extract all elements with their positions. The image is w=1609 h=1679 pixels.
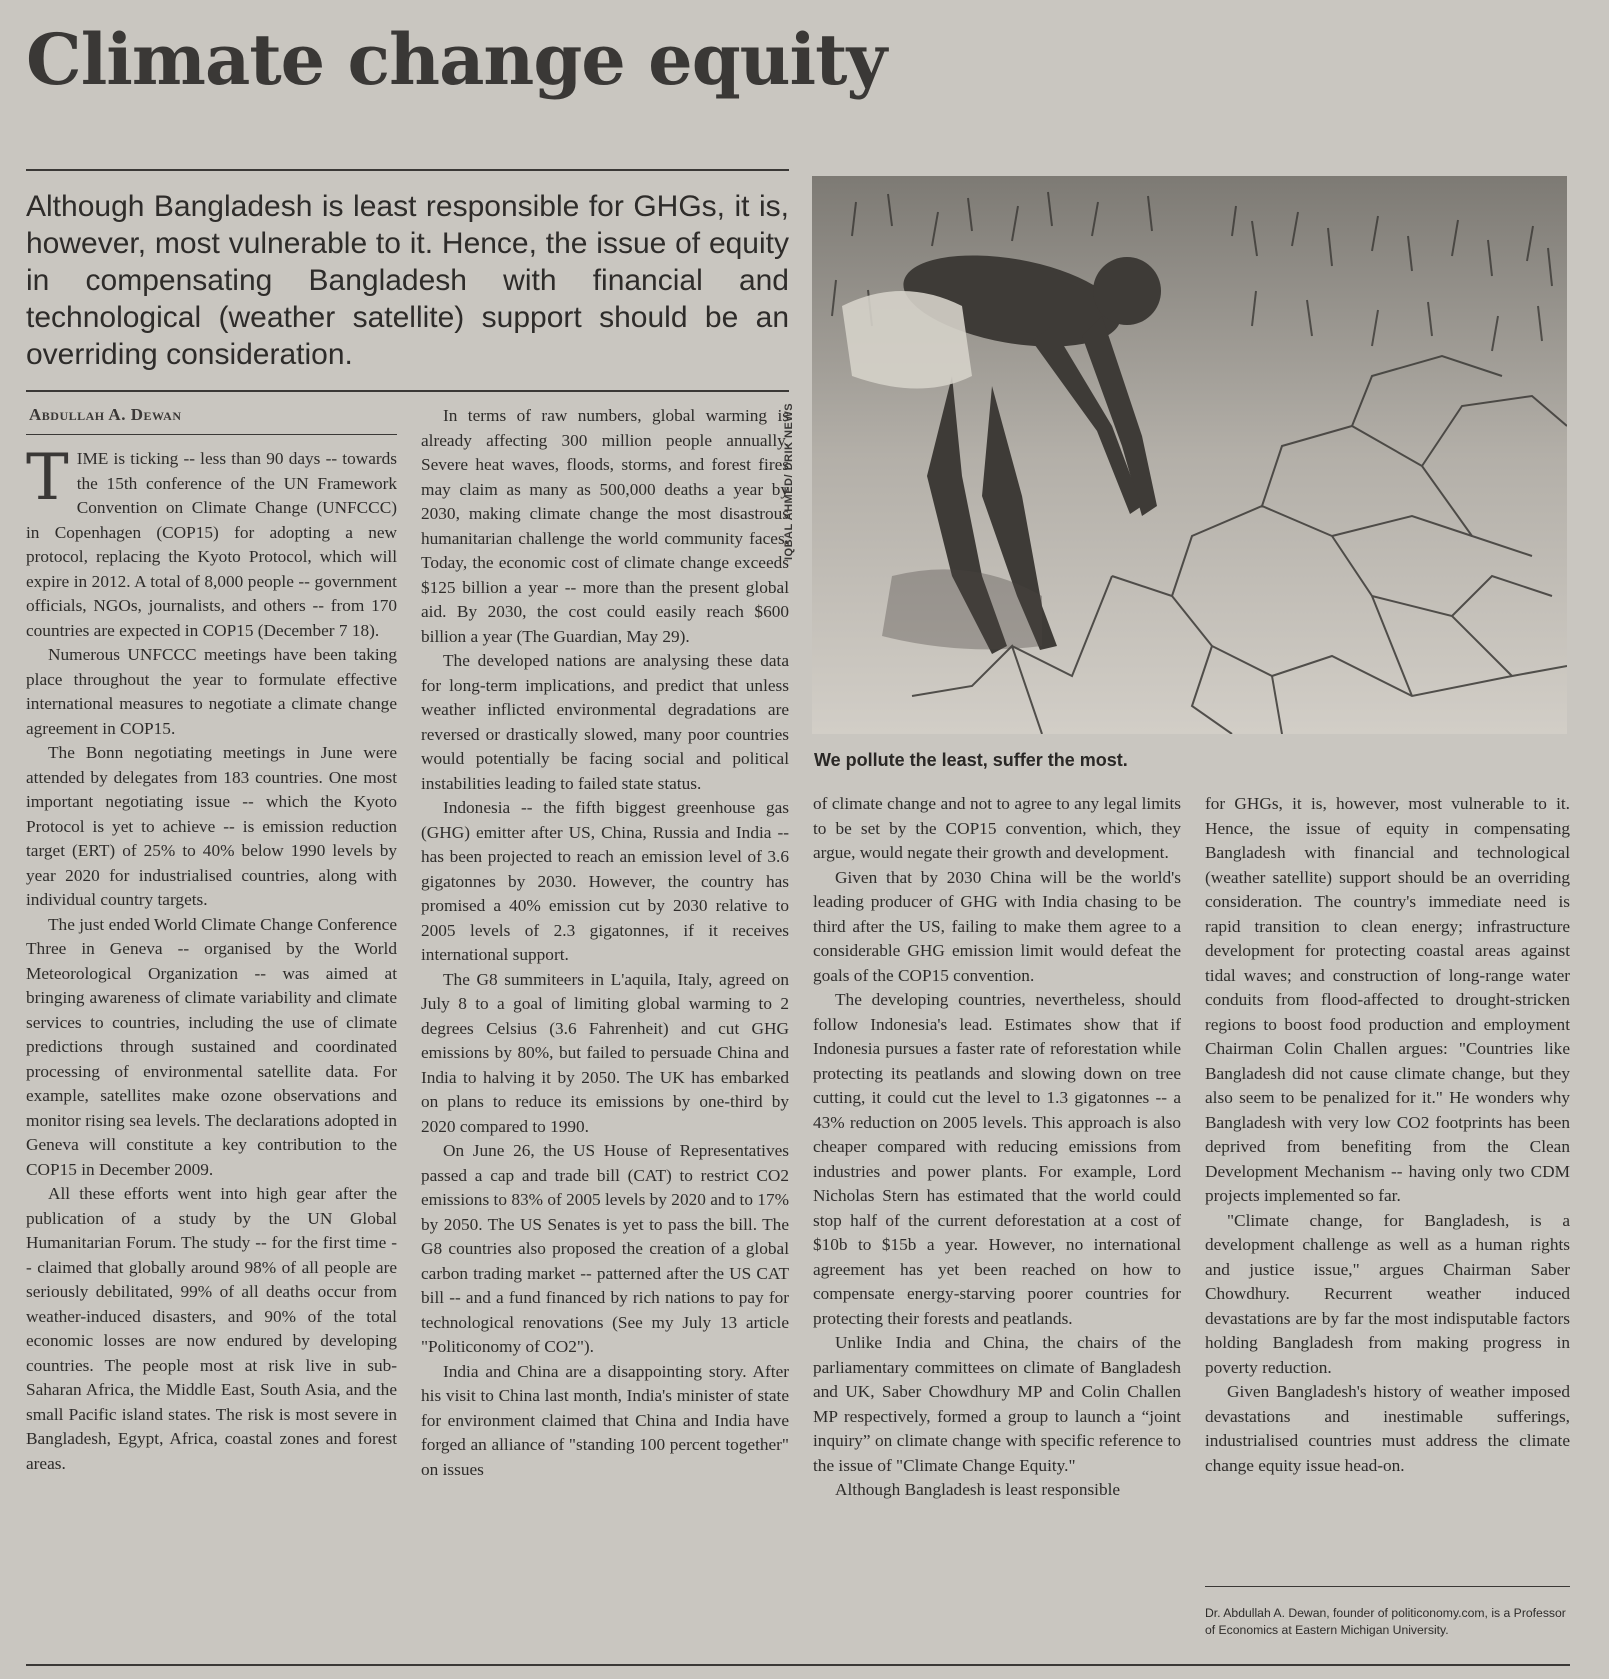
- news-photo: [812, 176, 1567, 734]
- paragraph: On June 26, the US House of Representatives passed a cap and trade bill (CAT) to restrict CO2 emissions to 83% of 2005 levels by 2020 and to 17% by 2050. The US Senates is yet to pass the bill. The G8 countries also proposed the creation of a global carbon trading market -- patterned after the US CAT bill -- and a fund financed by rich nations to pay for technological renovations (See my July 13 article "Politiconomy of CO2").: [421, 1141, 789, 1356]
- headline: Climate change equity: [26, 18, 887, 101]
- author-bio: Dr. Abdullah A. Dewan, founder of politiconomy.com, is a Professor of Economics at Eastern Michigan University.: [1205, 1606, 1566, 1637]
- column-2: [421, 404, 789, 1654]
- drop-cap: T: [26, 447, 69, 515]
- byline-rule: [26, 434, 397, 435]
- paragraph: for GHGs, it is, however, most vulnerable to it. Hence, the issue of equity in compensating Bangladesh with financial and technological (weather satellite) support should be an overriding consideration. The country's immediate need is rapid transition to clean energy; infrastructure development for protecting coastal areas against tidal waves; and construction of long-range water conduits from flood-affected to drought-stricken regions to boost food production and employment Chairman Colin Challen argues: "Countries like Bangladesh did not cause climate change, but they also seem to be penalized for it." He wonders why Bangladesh with very low CO2 footprints has been deprived from benefiting from the Clean Development Mechanism -- having only two CDM projects implemented so far.: [1205, 794, 1570, 1205]
- paragraph: The developed nations are analysing these data for long-term implications, and predict that unless weather inflicted environmental degradations are reversed or drastically slowed, many poor countries would potentially be facing social and political instabilities leading to failed state status.: [421, 651, 789, 793]
- deck-top-rule: [26, 169, 789, 171]
- paragraph: of climate change and not to agree to any legal limits to be set by the COP15 convention, which, they argue, would negate their growth and development.: [813, 794, 1181, 862]
- bio-rule: [1205, 1586, 1570, 1587]
- paragraph: Numerous UNFCCC meetings have been taking place throughout the year to formulate effective international measures to negotiate a climate change agreement in COP15.: [26, 645, 397, 738]
- lead-paragraph: [26, 447, 397, 643]
- deck-bottom-rule: [26, 390, 789, 392]
- column-1: [26, 447, 397, 1647]
- column-3: [813, 792, 1181, 1652]
- paragraph: Given Bangladesh's history of weather imposed devastations and inestimable sufferings, industrialised countries must address the climate change equity issue head-on.: [1205, 1382, 1570, 1475]
- farmer-drought-illustration: [812, 176, 1567, 734]
- paragraph: The G8 summiteers in L'aquila, Italy, agreed on July 8 to a goal of limiting global warming to 2 degrees Celsius (3.6 Fahrenheit) and cut GHG emissions by 80%, but failed to persuade China and India to halving it by 2050. The UK has embarked on plans to reduce its emissions by one-third by 2020 compared to 1990.: [421, 969, 789, 1136]
- deck: Although Bangladesh is least responsible for GHGs, it is, however, most vulnerable to it. Hence, the issue of equity in compensating Bangladesh with financial and technological (weather satellite) support should be an overriding consideration.: [26, 190, 789, 371]
- paragraph: "Climate change, for Bangladesh, is a development challenge as well as a human rights and justice issue," argues Chairman Saber Chowdhury. Recurrent weather induced devastations are by far the most indisputable factors holding Bangladesh from making progress in poverty reduction.: [1205, 1210, 1570, 1377]
- paragraph: Given that by 2030 China will be the world's leading producer of GHG with India chasing to be third after the US, failing to make them agree to a considerable GHG emission limit would defeat the goals of the COP15 convention.: [813, 867, 1181, 985]
- paragraph: The developing countries, nevertheless, should follow Indonesia's lead. Estimates show that if Indonesia pursues a faster rate of reforestation while protecting its peatlands and slowing down on tree cutting, it could cut the level to 1.3 gigatonnes -- a 43% reduction on 2005 levels. This approach is also cheaper compared with reducing emissions from industries and power plants. For example, Lord Nicholas Stern has estimated that the world could stop half of the current deforestation at a cost of $10b to $15b a year. However, no international agreement has yet been reached on how to compensate energy-starving poorer countries for protecting their forests and peatlands.: [813, 990, 1181, 1328]
- page-bottom-rule: [26, 1664, 1570, 1666]
- column-4: [1205, 792, 1570, 1572]
- paragraph: All these efforts went into high gear after the publication of a study by the UN Global Humanitarian Forum. The study -- for the first time -- claimed that globally around 98% of all people are seriously debilitated, 99% of all deaths occur from weather-induced disasters, and 90% of the total economic losses are now endured by developing countries. The people most at risk live in sub-Saharan Africa, the Middle East, South Asia, and the small Pacific island states. The risk is most severe in Bangladesh, Egypt, Africa, coastal zones and forest areas.: [26, 1184, 397, 1473]
- paragraph-text: IME is ticking -- less than 90 days -- towards the 15th conference of the UN Framework Convention on Climate Change (UNFCCC) in Copenhagen (COP15) for adopting a new protocol, replacing the Kyoto Protocol, which will expire in 2012. A total of 8,000 people -- government officials, NGOs, journalists, and others -- from 170 countries are expected in COP15 (December 7 18).: [26, 449, 397, 640]
- paragraph: Indonesia -- the fifth biggest greenhouse gas (GHG) emitter after US, China, Russia and India -- has been projected to reach an emission level of 3.6 gigatonnes by 2030. However, the country has promised a 40% emission cut by 2030 relative to 2005 levels of 2.3 gigatonnes, if it receives international support.: [421, 798, 789, 964]
- paragraph: India and China are a disappointing story. After his visit to China last month, India's minister of state for environment claimed that China and India have forged an alliance of "standing 100 percent together" on issues: [421, 1361, 789, 1479]
- photo-credit: IQBAL AHMED/ DRIK NEWS: [783, 402, 795, 560]
- paragraph: The Bonn negotiating meetings in June were attended by delegates from 183 countries. One most important negotiating issue -- which the Kyoto Protocol is yet to achieve -- is emission reduction target (ERT) of 25% to 40% below 1990 levels by year 2020 for industrialised countries, along with individual country targets.: [26, 743, 397, 909]
- paragraph: Unlike India and China, the chairs of the parliamentary committees on climate of Bangladesh and UK, Saber Chowdhury MP and Colin Challen MP respectively, formed a group to launch a “joint inquiry” on climate change with specific reference to the issue of "Climate Change Equity.": [813, 1333, 1181, 1475]
- photo-caption: We pollute the least, suffer the most.: [814, 750, 1128, 770]
- paragraph: The just ended World Climate Change Conference Three in Geneva -- organised by the World Meteorological Organization -- was aimed at bringing awareness of climate variability and climate services to countries, including the use of climate predictions through sustained and coordinated processing of environmental satellite data. For example, satellites make ozone observations and monitor rising sea levels. The declarations adopted in Geneva will constitute a key contribution to the COP15 in December 2009.: [26, 914, 397, 1179]
- byline: Abdullah A. Dewan: [29, 405, 182, 424]
- paragraph: In terms of raw numbers, global warming is already affecting 300 million people annually. Severe heat waves, floods, storms, and forest fires may claim as many as 500,000 deaths a year by 2030, making climate change the most disastrous humanitarian challenge the world community faces. Today, the economic cost of climate change exceeds $125 billion a year -- more than the present global aid. By 2030, the cost could easily reach $600 billion a year (The Guardian, May 29).: [421, 406, 789, 646]
- paragraph: Although Bangladesh is least responsible: [835, 1480, 1121, 1499]
